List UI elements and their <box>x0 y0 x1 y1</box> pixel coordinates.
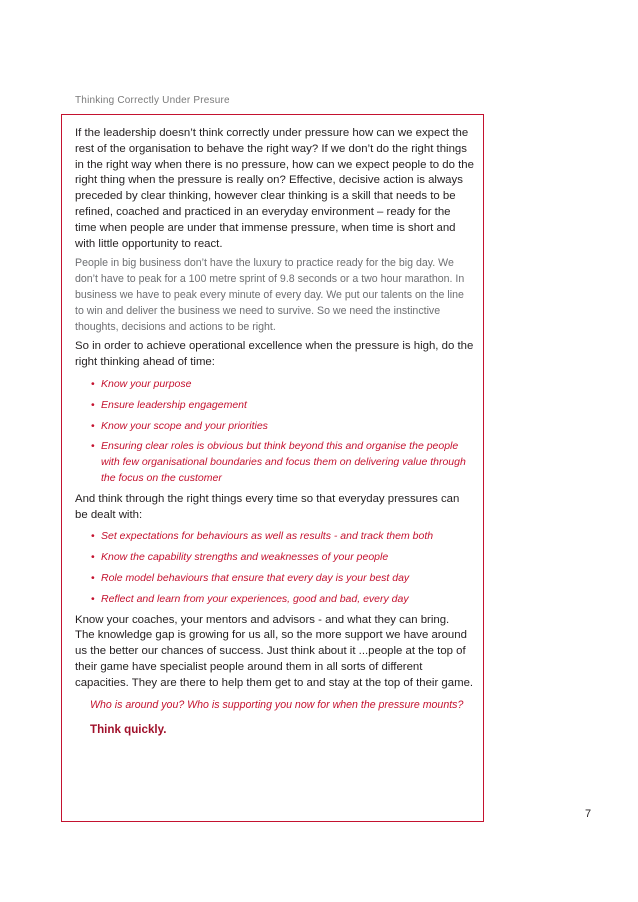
list-item <box>91 398 475 414</box>
list-item-text: Ensuring clear roles is obvious but think beyond this and organise the people with few organisational boundaries and focus them on delivering value through the focus on the customer <box>101 440 466 484</box>
big-business-paragraph: People in big business don’t have the luxury to practice ready for the big day. We don’t have to peak for a 100 metre sprint of 9.8 seconds or a two hour marathon. In business we have to peak every minute of every day. We put our talents on the line to win and deliver the business we need to survive. So we need the instinctive thoughts, decisions and actions to be right. <box>75 257 465 333</box>
list-item <box>91 377 475 393</box>
list-item <box>91 529 475 545</box>
bullet-icon: • <box>91 571 95 584</box>
list-item <box>91 592 475 608</box>
ahead-intro-paragraph: So in order to achieve operational excellence when the pressure is high, do the right thinking ahead of time: <box>75 340 474 369</box>
bullet-icon: • <box>91 398 95 411</box>
list-item-text: Ensure leadership engagement <box>101 398 247 411</box>
bullet-icon: • <box>91 419 95 432</box>
every-time-bullet-list <box>75 529 475 607</box>
closing-statement: Think quickly. <box>90 723 167 737</box>
coaches-line: Know your coaches, your mentors and advisors - and what they can bring. <box>75 613 450 626</box>
list-item-text: Set expectations for behaviours as well as results - and track them both <box>101 530 434 543</box>
bullet-icon: • <box>91 592 95 605</box>
list-item-text: Role model behaviours that ensure that every day is your best day <box>101 571 410 584</box>
content <box>75 126 475 736</box>
list-item <box>91 419 475 435</box>
list-item-text: Know your purpose <box>101 377 192 390</box>
ahead-bullet-list <box>75 377 475 487</box>
bullet-icon: • <box>91 551 95 564</box>
list-item-text: Know the capability strengths and weaknesses of your people <box>101 551 389 564</box>
list-item <box>91 550 475 566</box>
intro-paragraph: If the leadership doesn’t think correctly under pressure how can we expect the rest of the organisation to behave the right way? If we don’t do the right things in the right way when there is no pressure, how can we expect people to do the right thing when the pressure is really on? Effective, decisive action is always preceded by clear thinking, however clear thinking is a skill that needs to be refined, coached and practiced in an everyday environment – ready for the time when people are under that immense pressure, when time is short and with little opportunity to react. <box>75 127 474 250</box>
page-number: 7 <box>585 808 592 820</box>
bullet-icon: • <box>91 440 95 453</box>
every-time-intro-paragraph: And think through the right things every time so that everyday pressures can be dealt with: <box>75 492 460 521</box>
bullet-icon: • <box>91 530 95 543</box>
knowledge-gap-paragraph: The knowledge gap is growing for us all, so the more support we have around us the better our chances of success. Just think about it ...people at the top of their game have specialist people around them in all sorts of different capacities. They are there to help them get to and stay at the top of their game. <box>75 629 474 689</box>
running-head: Thinking Correctly Under Presure <box>75 95 230 106</box>
bullet-icon: • <box>91 377 95 390</box>
list-item <box>91 571 475 587</box>
list-item <box>91 439 475 486</box>
list-item-text: Know your scope and your priorities <box>101 419 268 432</box>
list-item-text: Reflect and learn from your experiences, good and bad, every day <box>101 592 409 605</box>
reflective-question: Who is around you? Who is supporting you now for when the pressure mounts? <box>90 698 464 711</box>
